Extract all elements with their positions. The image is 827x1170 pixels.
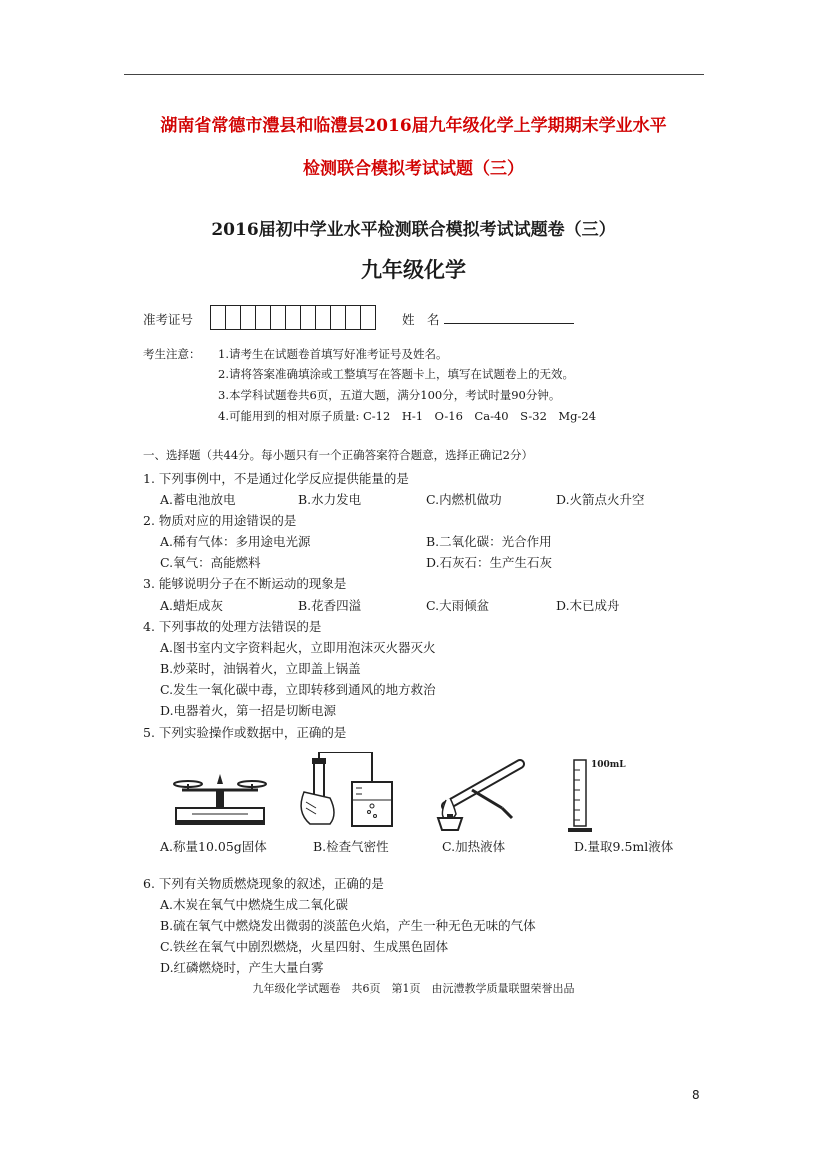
balance-scale-figure — [170, 770, 270, 832]
notice-4: 4.可能用到的相对原子质量: C-12 H-1 O-16 Ca-40 S-32 Mg-24 — [218, 409, 597, 423]
q2-stem: 2. 物质对应的用途错误的是 — [143, 513, 297, 528]
page-number: 8 — [692, 1088, 700, 1102]
notice-label: 考生注意： — [143, 347, 201, 361]
q5-stem: 5. 下列实验操作或数据中，正确的是 — [143, 725, 347, 740]
q2-option-b: B.二氧化碳：光合作用 — [426, 534, 552, 549]
q2-option-c: C.氧气：高能燃料 — [160, 555, 261, 570]
q3-stem: 3. 能够说明分子在不断运动的现象是 — [143, 576, 347, 591]
q3-option-d: D.木已成舟 — [556, 598, 620, 613]
paper-title: 2016届初中学业水平检测联合模拟考试试题卷（三） — [211, 220, 616, 240]
subject-title: 九年级化学 — [361, 257, 466, 282]
q4-option-a: A.图书室内文字资料起火，立即用泡沫灭火器灭火 — [160, 640, 436, 655]
q1-stem: 1. 下列事例中，不是通过化学反应提供能量的是 — [143, 471, 409, 486]
q5-option-b: B.检查气密性 — [313, 839, 389, 854]
name-field[interactable] — [402, 310, 574, 328]
q2-option-d: D.石灰石：生产生石灰 — [426, 555, 553, 570]
document-title-line1: 湖南省常德市澧县和临澧县2016届九年级化学上学期期末学业水平 — [160, 116, 667, 136]
notice-1: 1.请考生在试题卷首填写好准考证号及姓名。 — [218, 347, 448, 361]
exam-number-label: 准考证号 — [143, 312, 194, 327]
q5-option-c: C.加热液体 — [442, 839, 506, 854]
q4-option-c: C.发生一氧化碳中毒，立即转移到通风的地方救治 — [160, 682, 436, 697]
q6-option-b: B.硫在氧气中燃烧发出微弱的淡蓝色火焰，产生一种无色无味的气体 — [160, 918, 536, 933]
q1-option-b: B.水力发电 — [298, 492, 362, 507]
q2-option-a: A.稀有气体：多用途电光源 — [160, 534, 311, 549]
q6-option-a: A.木炭在氧气中燃烧生成二氧化碳 — [160, 897, 349, 912]
q6-option-d: D.红磷燃烧时，产生大量白雾 — [160, 960, 324, 975]
notice-3: 3.本学科试题卷共6页，五道大题，满分100分，考试时量90分钟。 — [218, 388, 561, 402]
q4-option-b: B.炒菜时，油锅着火，立即盖上锅盖 — [160, 661, 361, 676]
q5-option-d: D.量取9.5ml液体 — [574, 839, 674, 854]
name-label: 姓 名 — [402, 312, 440, 327]
q4-stem: 4. 下列事故的处理方法错误的是 — [143, 619, 322, 634]
q3-option-a: A.蜡炬成灰 — [160, 598, 224, 613]
q5-option-a: A.称量10.05g固体 — [160, 839, 267, 854]
q3-option-b: B.花香四溢 — [298, 598, 362, 613]
name-underline[interactable] — [444, 311, 574, 324]
heating-liquid-figure — [432, 758, 532, 834]
q1-option-d: D.火箭点火升空 — [556, 492, 645, 507]
airtightness-test-figure — [286, 752, 416, 832]
q6-option-c: C.铁丝在氧气中剧烈燃烧，火星四射、生成黑色固体 — [160, 939, 449, 954]
q6-stem: 6. 下列有关物质燃烧现象的叙述，正确的是 — [143, 876, 384, 891]
cylinder-capacity-label: 100mL — [591, 760, 626, 770]
q1-option-c: C.内燃机做功 — [426, 492, 502, 507]
header-rule — [124, 74, 704, 75]
q1-option-a: A.蓄电池放电 — [160, 492, 236, 507]
q4-option-d: D.电器着火，第一招是切断电源 — [160, 703, 337, 718]
notice-2: 2.请将答案准确填涂或工整填写在答题卡上，填写在试题卷上的无效。 — [218, 367, 574, 381]
section1-heading: 一、选择题（共44分。每小题只有一个正确答案符合题意，选择正确记2分） — [143, 448, 533, 462]
page-footer: 九年级化学试题卷 共6页 第1页 由沅澧教学质量联盟荣誉出品 — [252, 982, 575, 995]
q3-option-c: C.大雨倾盆 — [426, 598, 490, 613]
document-title-line2: 检测联合模拟考试试题（三） — [303, 159, 524, 179]
exam-number-boxes[interactable] — [210, 305, 375, 330]
